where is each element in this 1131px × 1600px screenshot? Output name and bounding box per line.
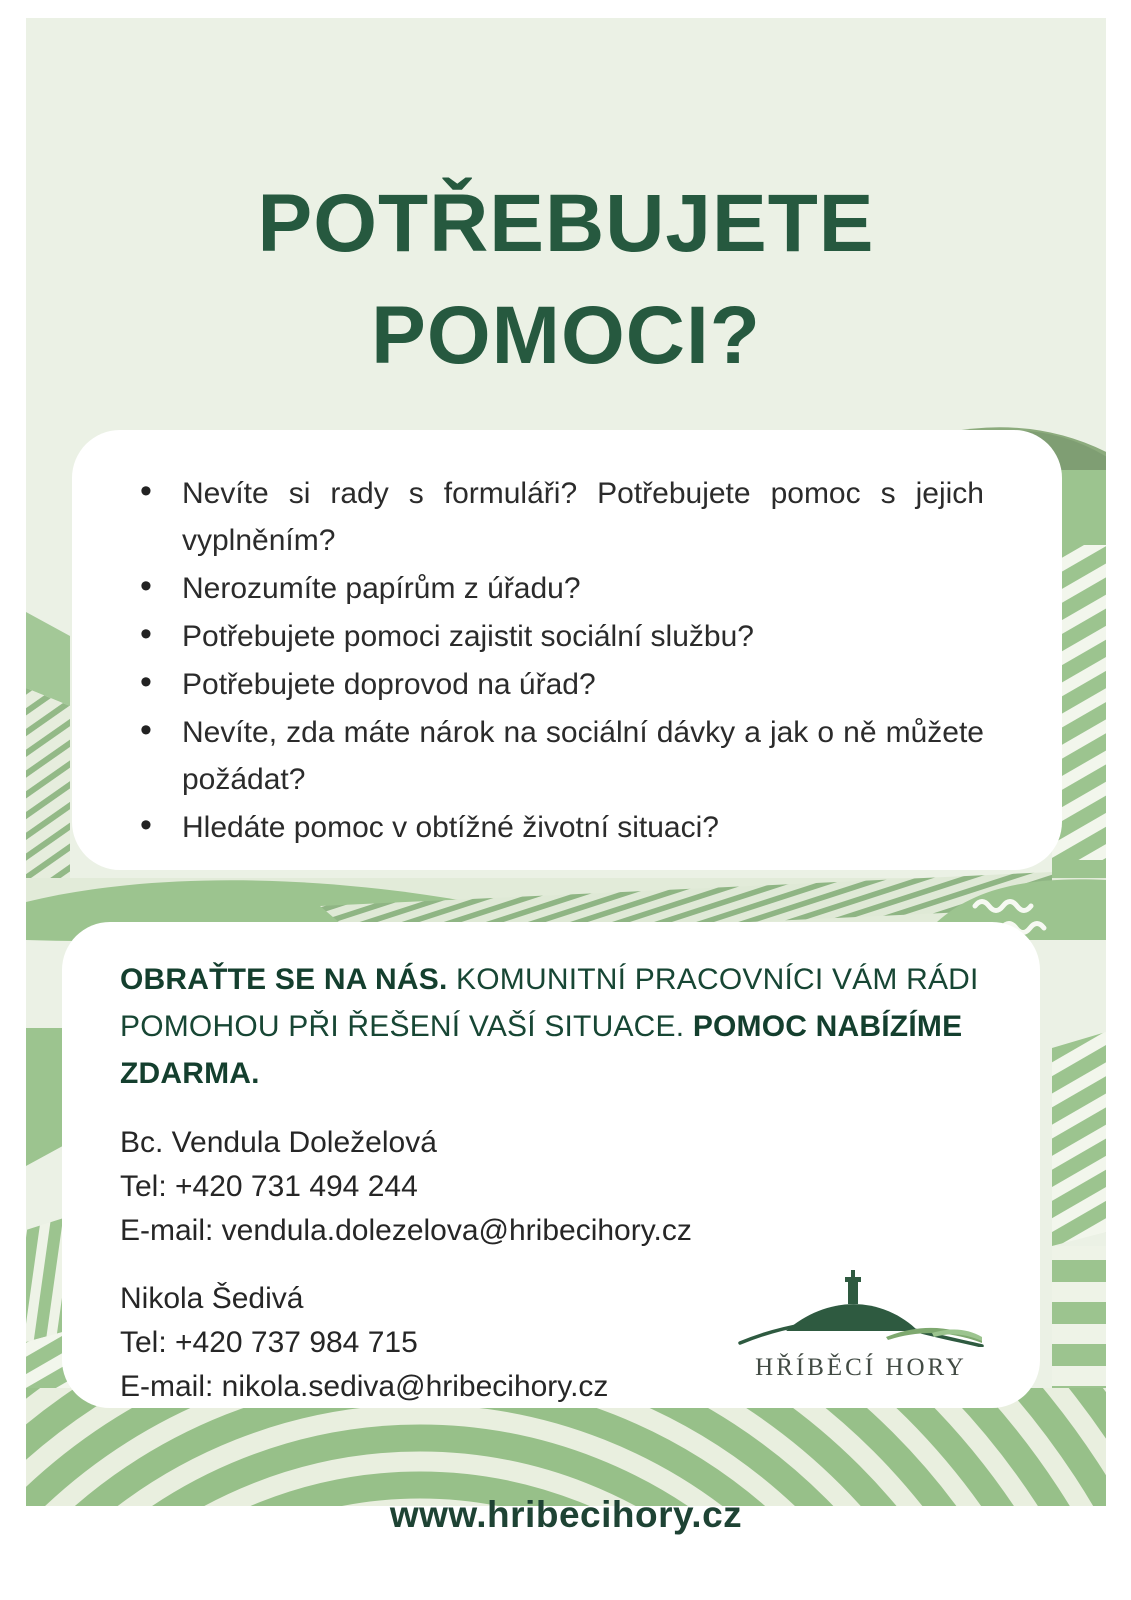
page-title-line2: POMOCI? <box>371 290 761 381</box>
contact-person <box>120 1121 982 1253</box>
contact-phone: Tel: +420 731 494 244 <box>120 1170 418 1203</box>
page-title <box>26 168 1106 392</box>
hills-with-chapel-icon <box>736 1267 986 1347</box>
question-item <box>132 661 984 708</box>
question-text: Potřebujete pomoci zajistit sociální službu? <box>182 620 754 653</box>
page-title-line1: POTŘEBUJETE <box>257 178 875 269</box>
contact-intro-regular: KOMUNITNÍ PRACOVNÍCI VÁM RÁDI POMOHOU PŘI ŘEŠENÍ VAŠÍ SITUACE. <box>120 963 979 1043</box>
contact-email: E-mail: nikola.sediva@hribecihory.cz <box>120 1370 609 1403</box>
bullet-icon: • <box>140 472 152 510</box>
question-text: Hledáte pomoc v obtížné životní situaci? <box>182 811 719 844</box>
question-text: Potřebujete doprovod na úřad? <box>182 668 596 701</box>
bullet-icon: • <box>140 806 152 844</box>
contact-name: Nikola Šedivá <box>120 1282 304 1315</box>
question-item <box>132 565 984 612</box>
question-text: Nevíte, zda máte nárok na sociální dávky a jak o ně můžete požádat? <box>182 716 984 796</box>
bullet-icon: • <box>140 663 152 701</box>
bullet-icon: • <box>140 615 152 653</box>
organization-logo <box>726 1267 996 1382</box>
contact-name: Bc. Vendula Doleželová <box>120 1126 437 1159</box>
contact-intro-bold-tail: POMOC NABÍZÍME ZDARMA. <box>120 1010 963 1090</box>
questions-card <box>72 430 1062 870</box>
contact-phone: Tel: +420 737 984 715 <box>120 1326 418 1359</box>
logo-text: HŘÍBĚCÍ HORY <box>755 1354 967 1381</box>
bullet-icon: • <box>140 567 152 605</box>
contact-card <box>62 922 1040 1408</box>
question-text: Nevíte si rady s formuláři? Potřebujete pomoc s jejich vyplněním? <box>182 477 984 557</box>
question-text: Nerozumíte papírům z úřadu? <box>182 572 581 605</box>
contact-intro-bold-lead: OBRAŤTE SE NA NÁS. <box>120 963 448 996</box>
question-item <box>132 804 984 851</box>
bullet-icon: • <box>140 711 152 749</box>
contact-email: E-mail: vendula.dolezelova@hribecihory.cz <box>120 1214 692 1247</box>
question-item <box>132 709 984 803</box>
questions-list <box>72 430 1062 851</box>
question-item <box>132 470 984 564</box>
contact-intro <box>62 922 1040 1097</box>
question-item <box>132 613 984 660</box>
website-url: www.hribecihory.cz <box>389 1494 743 1535</box>
